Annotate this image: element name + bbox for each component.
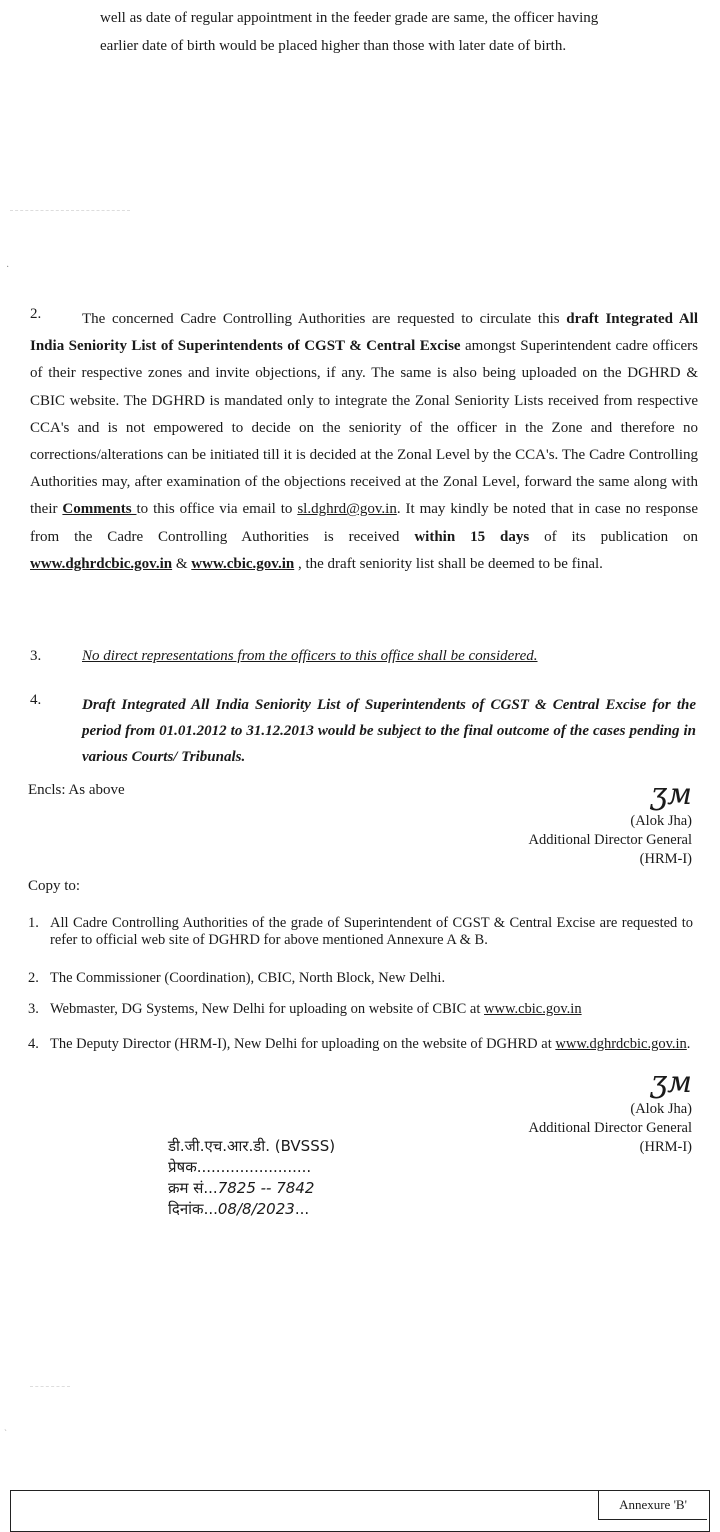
- page-break: [30, 1386, 70, 1387]
- text: .: [686, 1036, 691, 1052]
- serial-label: क्रम सं...: [168, 1179, 218, 1197]
- copy-to-heading: Copy to:: [28, 878, 81, 894]
- text: The concerned Cadre Controlling Authorities are requested to circulate this: [82, 311, 567, 327]
- signatory-designation: Additional Director General: [528, 1120, 692, 1136]
- comments-text: Comments: [62, 501, 137, 518]
- serial-value: 7825 -- 7842: [217, 1179, 315, 1197]
- copy-item: [28, 915, 693, 949]
- copy-item: [28, 1036, 693, 1053]
- copy-item: [28, 970, 693, 987]
- enclosures-note: Encls: As above: [28, 782, 125, 798]
- continuation-line-1: well as date of regular appointment in the feeder grade are same, the officer having: [100, 10, 599, 26]
- continuation-line-2: earlier date of birth would be placed higher than those with later date of birth.: [100, 38, 567, 54]
- item-number: 2.: [28, 970, 39, 986]
- annexure-table: [10, 1490, 710, 1532]
- dghrd-website-link[interactable]: www.dghrdcbic.gov.in: [30, 555, 173, 572]
- signatory-unit: (HRM-I): [639, 1139, 692, 1155]
- bold-text: draft Integrated All India Seniority List of Superintendents of CGST & Central Excise: [30, 311, 698, 355]
- text: to this office via email to: [136, 501, 298, 518]
- text: of its publication on: [529, 528, 698, 545]
- item-text: Webmaster, DG Systems, New Delhi for uploading on website of CBIC at: [50, 1001, 484, 1017]
- scan-mark: ·: [6, 262, 10, 273]
- dots: ........................: [196, 1158, 312, 1176]
- para-4-text: Draft Integrated All India Seniority List of Superintendents of CGST & Central Excise for the period from 01.01.2012 to 31.12.2013 would be subject to the final outcome of the cases pending in various Courts/ Tribunals.: [82, 697, 696, 765]
- cbic-website-link[interactable]: www.cbic.gov.in: [191, 555, 295, 572]
- item-text: All Cadre Controlling Authorities of the grade of Superintendent of CGST & Central Excise are requested to refer to official web site of DGHRD for above mentioned Annexure A & B.: [50, 915, 693, 948]
- text: &: [172, 555, 192, 572]
- scan-mark: `: [4, 1428, 7, 1438]
- signatory-designation: Additional Director General: [528, 832, 692, 848]
- text: , the draft seniority list shall be deemed to be final.: [294, 555, 603, 572]
- signature-block-1: [529, 778, 692, 869]
- para-number: 4.: [30, 692, 42, 708]
- signatory-name: (Alok Jha): [630, 813, 692, 829]
- signatory-unit: (HRM-I): [639, 851, 692, 867]
- para-number: 2.: [30, 306, 42, 322]
- signature-block-2: [529, 1066, 692, 1157]
- date-label: दिनांक...: [168, 1200, 218, 1218]
- annexure-label: Annexure 'B': [598, 1491, 707, 1520]
- text: amongst Superintendent cadre officers of their respective zones and invite objections, if any. The same is also being uploaded on the DGHRD & CBIC website. The DGHRD is mandated only to integrate the Zonal Seniority Lists received from respective CCA's and is not empowered to decide on the seniority of the officer in the Zone and therefore no corrections/alterations can be initiated till it is decided at the Zonal Level by the CCA's. The Cadre Controlling Authorities may, after examination of the objections received at the Zonal Level, forward the same along with their: [30, 338, 698, 518]
- copy-item: [28, 1001, 693, 1018]
- dispatch-stamp: [168, 1136, 335, 1220]
- item-text: The Commissioner (Coordination), CBIC, North Block, New Delhi.: [50, 970, 446, 986]
- para-3-text: No direct representations from the officers to this office shall be considered.: [82, 648, 538, 664]
- stamp-office: डी.जी.एच.आर.डी. (BVSSS): [168, 1137, 336, 1155]
- item-number: 4.: [28, 1036, 39, 1052]
- signatory-name: (Alok Jha): [630, 1101, 692, 1117]
- dots: ...: [294, 1200, 310, 1218]
- cbic-link[interactable]: www.cbic.gov.in: [484, 1001, 582, 1017]
- sender-label: प्रेषक: [168, 1158, 197, 1176]
- text: . It may kindly be noted that in case no response from the Cadre Controlling Authorities is received: [30, 501, 698, 545]
- signature-icon: ʒм: [650, 1065, 692, 1100]
- para-number: 3.: [30, 648, 42, 664]
- item-text: The Deputy Director (HRM-I), New Delhi for uploading on the website of DGHRD at: [50, 1036, 556, 1052]
- item-number: 3.: [28, 1001, 39, 1017]
- bold-text: within 15 days: [414, 528, 530, 545]
- item-number: 1.: [28, 915, 39, 931]
- page-break: [10, 210, 130, 211]
- dghrd-link[interactable]: www.dghrdcbic.gov.in: [555, 1036, 687, 1052]
- signature-icon: ʒм: [650, 777, 692, 812]
- email-link[interactable]: sl.dghrd@gov.in: [297, 501, 397, 518]
- date-value: 08/8/2023: [217, 1200, 295, 1218]
